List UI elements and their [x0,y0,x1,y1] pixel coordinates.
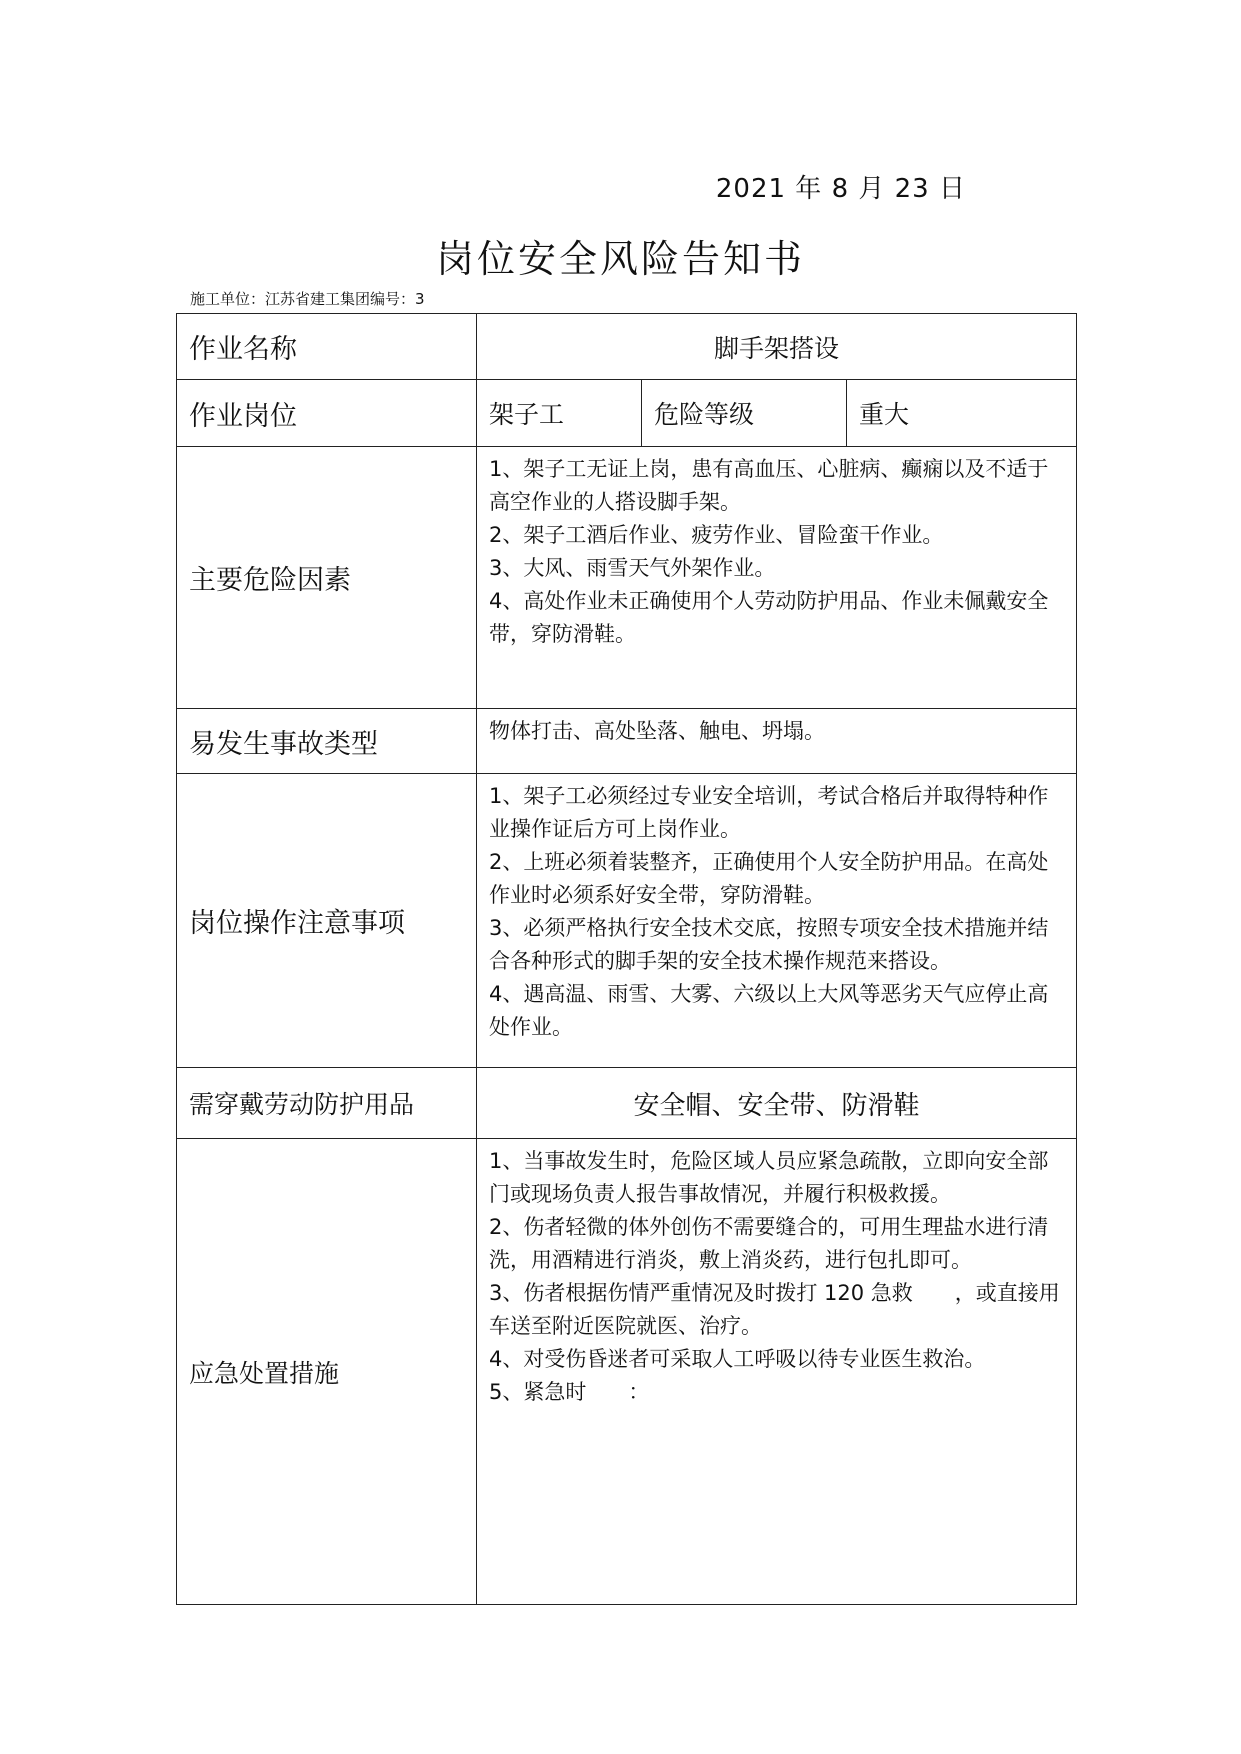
emergency-label: 应急处置措施 [177,1139,477,1605]
risk-level-value: 重大 [847,380,1077,447]
precautions-label: 岗位操作注意事项 [177,774,477,1068]
risk-level-label: 危险等级 [642,380,847,447]
row-precautions [177,774,1077,1068]
row-ppe [177,1068,1077,1139]
construction-unit-line: 施工单位：江苏省建工集团编号：3 [190,290,425,308]
row-post [177,380,1077,447]
hazards-label: 主要危险因素 [177,447,477,709]
ppe-value: 安全帽、安全带、防滑鞋 [477,1068,1077,1139]
job-name-value: 脚手架搭设 [477,314,1077,380]
row-emergency [177,1139,1077,1605]
hazards-list [477,447,1077,709]
list-item: 4、对受伤昏迷者可采取人工呼吸以待专业医生救治。 [489,1347,986,1371]
post-label: 作业岗位 [177,380,477,447]
list-item: 2、伤者轻微的体外创伤不需要缝合的，可用生理盐水进行清洗，用酒精进行消炎，敷上消炎药，进行包扎即可。 [489,1215,1049,1272]
row-hazards [177,447,1077,709]
ppe-label: 需穿戴劳动防护用品 [177,1068,477,1139]
list-item: 4、遇高温、雨雪、大雾、六级以上大风等恶劣天气应停止高处作业。 [489,982,1049,1039]
job-name-label: 作业名称 [177,314,477,380]
row-accident-types [177,709,1077,774]
risk-notice-table [176,313,1077,1605]
accident-types-value: 物体打击、高处坠落、触电、坍塌。 [477,709,1077,774]
accident-types-label: 易发生事故类型 [177,709,477,774]
list-item: 3、伤者根据伤情严重情况及时拨打 120 急救 ，或直接用车送至附近医院就医、治疗。 [489,1281,1060,1338]
list-item: 1、架子工必须经过专业安全培训，考试合格后并取得特种作业操作证后方可上岗作业。 [489,784,1049,841]
precautions-list [477,774,1077,1068]
list-item: 1、架子工无证上岗，患有高血压、心脏病、癫痫以及不适于高空作业的人搭设脚手架。 [489,457,1049,514]
list-item: 3、大风、雨雪天气外架作业。 [489,556,776,580]
document-title: 岗位安全风险告知书 [435,237,805,281]
list-item: 4、高处作业未正确使用个人劳动防护用品、作业未佩戴安全带，穿防滑鞋。 [489,589,1049,646]
list-item: 2、架子工酒后作业、疲劳作业、冒险蛮干作业。 [489,523,944,547]
document-date: 2021 年 8 月 23 日 [715,174,966,204]
list-item: 5、紧急时 ： [489,1380,650,1404]
list-item: 1、当事故发生时，危险区域人员应紧急疏散，立即向安全部门或现场负责人报告事故情况，并履行积极救援。 [489,1149,1049,1206]
row-job-name [177,314,1077,380]
emergency-list [477,1139,1077,1605]
list-item: 3、必须严格执行安全技术交底，按照专项安全技术措施并结合各种形式的脚手架的安全技术操作规范来搭设。 [489,916,1049,973]
post-value: 架子工 [477,380,642,447]
list-item: 2、上班必须着装整齐，正确使用个人安全防护用品。在高处作业时必须系好安全带，穿防滑鞋。 [489,850,1049,907]
